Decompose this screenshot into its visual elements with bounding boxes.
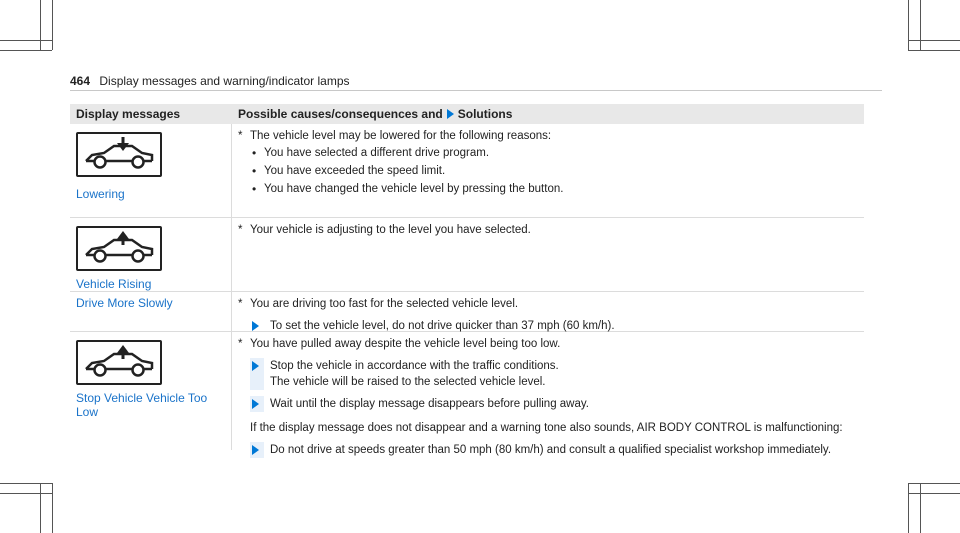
message-cell — [70, 124, 232, 217]
asterisk: * — [238, 130, 243, 142]
message-cell — [70, 218, 232, 291]
crop-mark — [40, 0, 41, 50]
cause-item — [238, 296, 864, 312]
table-row — [70, 292, 864, 332]
crop-mark — [908, 493, 960, 494]
asterisk: * — [238, 224, 243, 236]
malfunction-note: If the display message does not disappear and a warning tone also sounds, AIR BODY CONTROL is malfunctioning: — [250, 422, 843, 434]
crop-mark — [40, 483, 41, 533]
solution-step — [250, 442, 864, 458]
cause-item — [238, 128, 864, 144]
crop-mark — [908, 40, 960, 41]
cause-cell — [232, 124, 864, 217]
crop-mark — [908, 50, 960, 51]
crop-mark — [0, 50, 52, 51]
arrow-right-icon — [252, 321, 259, 331]
message-label-stop-vehicle: Stop Vehicle Vehicle Too Low — [76, 391, 208, 419]
page-header — [70, 74, 350, 88]
table-header — [70, 104, 864, 124]
cause-item — [238, 336, 864, 352]
cause-cell — [232, 332, 864, 456]
vehicle-rising-icon — [76, 340, 162, 385]
message-label-vehicle-rising: Vehicle Rising — [76, 277, 152, 291]
cause-text: The vehicle level may be lowered for the following reasons: — [250, 130, 552, 142]
cause-text: You are driving too fast for the selected vehicle level. — [250, 298, 519, 310]
message-cell — [70, 292, 232, 331]
solution-step — [250, 396, 864, 412]
message-cell — [70, 332, 232, 450]
list-item: • You have changed the vehicle level by pressing the button. — [250, 180, 864, 198]
page-number: 464 — [70, 74, 91, 88]
crop-mark — [52, 0, 53, 50]
column-header-causes — [232, 107, 512, 121]
cause-cell — [232, 292, 864, 331]
bullet-list — [238, 144, 864, 198]
header-divider — [70, 90, 882, 91]
arrow-right-icon — [447, 109, 454, 119]
table-row — [70, 124, 864, 218]
column-header-solutions: Solutions — [457, 107, 513, 121]
crop-mark — [920, 483, 921, 533]
solution-text: To set the vehicle level, do not drive quicker than 37 mph (60 km/h). — [270, 320, 615, 332]
column-header-messages: Display messages — [76, 107, 181, 121]
solution-line: Stop the vehicle in accordance with the traffic conditions. — [270, 360, 559, 372]
crop-mark — [908, 0, 909, 50]
message-label-drive-more-slowly: Drive More Slowly — [76, 296, 173, 310]
solution-line: The vehicle will be raised to the selected vehicle level. — [270, 376, 546, 388]
solution-step — [250, 358, 864, 390]
arrow-right-icon — [252, 361, 259, 371]
arrow-right-icon — [252, 399, 259, 409]
display-messages-table — [70, 104, 864, 456]
crop-mark — [0, 483, 52, 484]
crop-mark — [52, 483, 53, 533]
column-header-causes-text: Possible causes/consequences and — [238, 107, 443, 121]
crop-mark — [920, 0, 921, 50]
crop-mark — [908, 483, 909, 533]
crop-mark — [0, 40, 52, 41]
crop-mark — [908, 483, 960, 484]
solution-text — [264, 358, 559, 390]
arrow-right-icon — [252, 445, 259, 455]
cause-text: Your vehicle is adjusting to the level you have selected. — [250, 224, 531, 236]
vehicle-rising-icon — [76, 226, 162, 271]
cause-cell — [232, 218, 864, 291]
cause-item — [238, 222, 864, 238]
list-item: • You have exceeded the speed limit. — [250, 162, 864, 180]
list-item: • You have selected a different drive program. — [250, 144, 864, 162]
solution-text: Do not drive at speeds greater than 50 mph (80 km/h) and consult a qualified specialist workshop immediately. — [270, 444, 832, 456]
solution-text: Wait until the display message disappears before pulling away. — [270, 398, 589, 410]
message-label-lowering: Lowering — [76, 187, 125, 201]
table-row — [70, 218, 864, 292]
crop-mark — [0, 493, 52, 494]
asterisk: * — [238, 298, 243, 310]
asterisk: * — [238, 338, 243, 350]
vehicle-lowering-icon — [76, 132, 162, 177]
section-title: Display messages and warning/indicator lamps — [99, 74, 350, 88]
table-row — [70, 332, 864, 456]
cause-text: You have pulled away despite the vehicle level being too low. — [250, 338, 561, 350]
